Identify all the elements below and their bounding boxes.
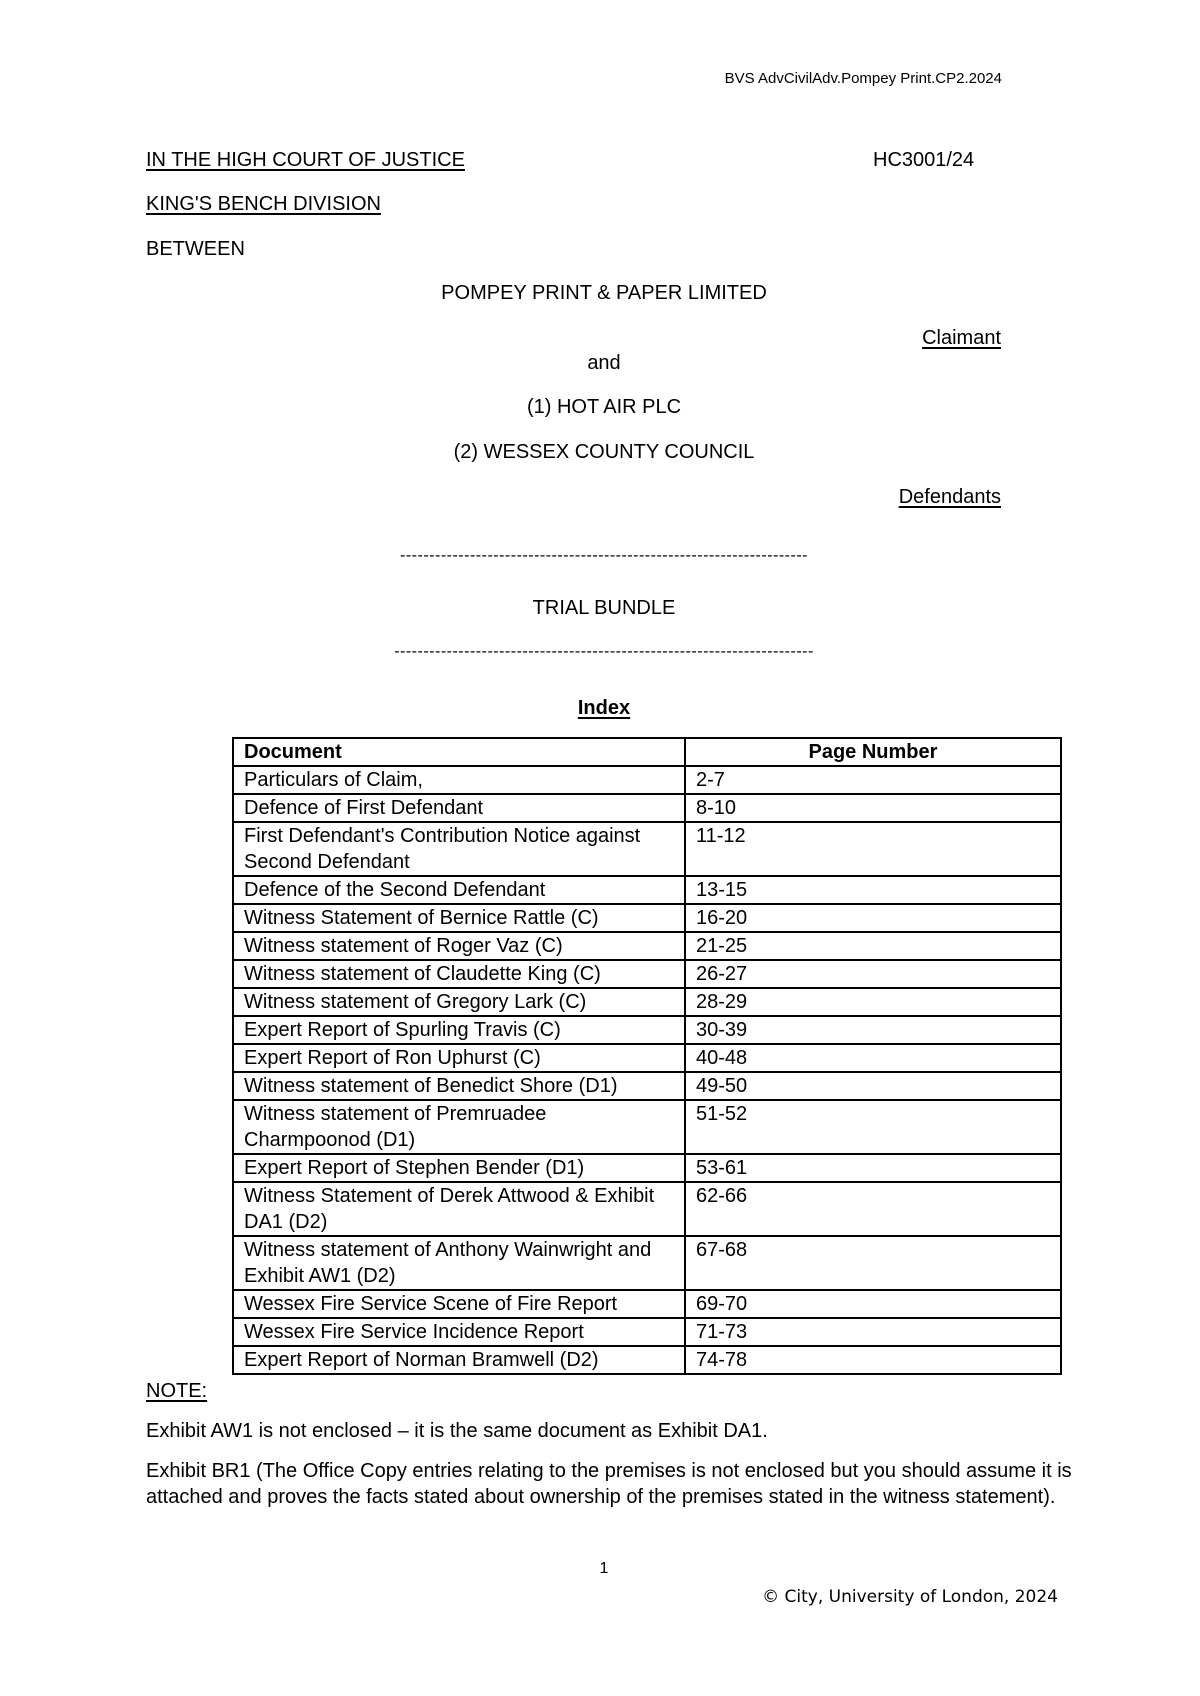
table-row bbox=[233, 988, 1061, 1016]
table-row bbox=[233, 1100, 1061, 1154]
page-number-cell: 67-68 bbox=[685, 1236, 1061, 1290]
page-number-cell: 26-27 bbox=[685, 960, 1061, 988]
document-cell: Witness Statement of Derek Attwood & Exhibit DA1 (D2) bbox=[233, 1182, 685, 1236]
table-row bbox=[233, 904, 1061, 932]
table-row bbox=[233, 876, 1061, 904]
document-cell: Defence of the Second Defendant bbox=[233, 876, 685, 904]
page-number-cell: 40-48 bbox=[685, 1044, 1061, 1072]
table-row bbox=[233, 1072, 1061, 1100]
first-defendant: (1) HOT AIR PLC bbox=[526, 396, 682, 418]
document-cell: Witness statement of Anthony Wainwright and Exhibit AW1 (D2) bbox=[233, 1236, 685, 1290]
note-label: NOTE: bbox=[146, 1380, 208, 1402]
claimant-label: Claimant bbox=[922, 327, 1001, 349]
page-number-cell: 30-39 bbox=[685, 1016, 1061, 1044]
page-number-cell: 49-50 bbox=[685, 1072, 1061, 1100]
document-cell: Expert Report of Ron Uphurst (C) bbox=[233, 1044, 685, 1072]
court-division: KING'S BENCH DIVISION bbox=[146, 193, 381, 215]
table-row bbox=[233, 1318, 1061, 1346]
page-number-cell: 62-66 bbox=[685, 1182, 1061, 1236]
document-cell: Witness statement of Claudette King (C) bbox=[233, 960, 685, 988]
page-number-cell: 53-61 bbox=[685, 1154, 1061, 1182]
document-reference: BVS AdvCivilAdv.Pompey Print.CP2.2024 bbox=[724, 70, 1002, 87]
bundle-title: TRIAL BUNDLE bbox=[532, 597, 676, 619]
document-cell: Particulars of Claim, bbox=[233, 766, 685, 794]
document-cell: Witness statement of Gregory Lark (C) bbox=[233, 988, 685, 1016]
table-row bbox=[233, 822, 1061, 876]
note-exhibit-aw1: Exhibit AW1 is not enclosed – it is the same document as Exhibit DA1. bbox=[146, 1420, 768, 1442]
index-header-row bbox=[233, 738, 1061, 766]
page-number-cell: 21-25 bbox=[685, 932, 1061, 960]
document-cell: Expert Report of Stephen Bender (D1) bbox=[233, 1154, 685, 1182]
page-number-cell: 11-12 bbox=[685, 822, 1061, 876]
divider-top: ---------------------------------------------------------------------- bbox=[400, 547, 808, 564]
copyright-notice: © City, University of London, 2024 bbox=[762, 1587, 1058, 1607]
index-table bbox=[232, 737, 1062, 1375]
claimant-name: POMPEY PRINT & PAPER LIMITED bbox=[441, 282, 767, 304]
table-row bbox=[233, 1154, 1061, 1182]
second-defendant: (2) WESSEX COUNTY COUNCIL bbox=[453, 441, 755, 463]
page-number-cell: 28-29 bbox=[685, 988, 1061, 1016]
document-cell: Defence of First Defendant bbox=[233, 794, 685, 822]
table-row bbox=[233, 766, 1061, 794]
table-row bbox=[233, 1236, 1061, 1290]
claim-number: HC3001/24 bbox=[873, 149, 975, 171]
index-table-body bbox=[233, 766, 1061, 1374]
page-number-cell: 69-70 bbox=[685, 1290, 1061, 1318]
page-number-cell: 51-52 bbox=[685, 1100, 1061, 1154]
table-row bbox=[233, 1346, 1061, 1374]
between-label: BETWEEN bbox=[146, 238, 245, 260]
document-cell: Witness statement of Benedict Shore (D1) bbox=[233, 1072, 685, 1100]
defendants-label: Defendants bbox=[898, 486, 1001, 508]
table-row bbox=[233, 932, 1061, 960]
document-cell: Expert Report of Spurling Travis (C) bbox=[233, 1016, 685, 1044]
table-row bbox=[233, 960, 1061, 988]
column-header-page-number: Page Number bbox=[685, 738, 1061, 766]
page-number: 1 bbox=[599, 1560, 609, 1577]
table-row bbox=[233, 1044, 1061, 1072]
document-cell: First Defendant's Contribution Notice against Second Defendant bbox=[233, 822, 685, 876]
document-cell: Expert Report of Norman Bramwell (D2) bbox=[233, 1346, 685, 1374]
page-number-cell: 13-15 bbox=[685, 876, 1061, 904]
document-cell: Witness statement of Premruadee Charmpoonod (D1) bbox=[233, 1100, 685, 1154]
page-number-cell: 74-78 bbox=[685, 1346, 1061, 1374]
and-label: and bbox=[587, 352, 621, 374]
court-name: IN THE HIGH COURT OF JUSTICE bbox=[146, 149, 465, 171]
index-heading: Index bbox=[577, 697, 631, 719]
notes-section bbox=[146, 1378, 1076, 1510]
divider-bottom: ------------------------------------------------------------------------ bbox=[394, 643, 814, 660]
table-row bbox=[233, 1182, 1061, 1236]
table-row bbox=[233, 1290, 1061, 1318]
table-row bbox=[233, 1016, 1061, 1044]
page-number-cell: 8-10 bbox=[685, 794, 1061, 822]
page-number-cell: 2-7 bbox=[685, 766, 1061, 794]
table-row bbox=[233, 794, 1061, 822]
page-number-cell: 16-20 bbox=[685, 904, 1061, 932]
page-number-cell: 71-73 bbox=[685, 1318, 1061, 1346]
document-cell: Witness Statement of Bernice Rattle (C) bbox=[233, 904, 685, 932]
document-cell: Witness statement of Roger Vaz (C) bbox=[233, 932, 685, 960]
column-header-document: Document bbox=[233, 738, 685, 766]
document-cell: Wessex Fire Service Scene of Fire Report bbox=[233, 1290, 685, 1318]
document-cell: Wessex Fire Service Incidence Report bbox=[233, 1318, 685, 1346]
note-exhibit-br1: Exhibit BR1 (The Office Copy entries relating to the premises is not enclosed but you should assume it is attached and proves the facts stated about ownership of the premises stated in the witness statement). bbox=[146, 1460, 1072, 1508]
